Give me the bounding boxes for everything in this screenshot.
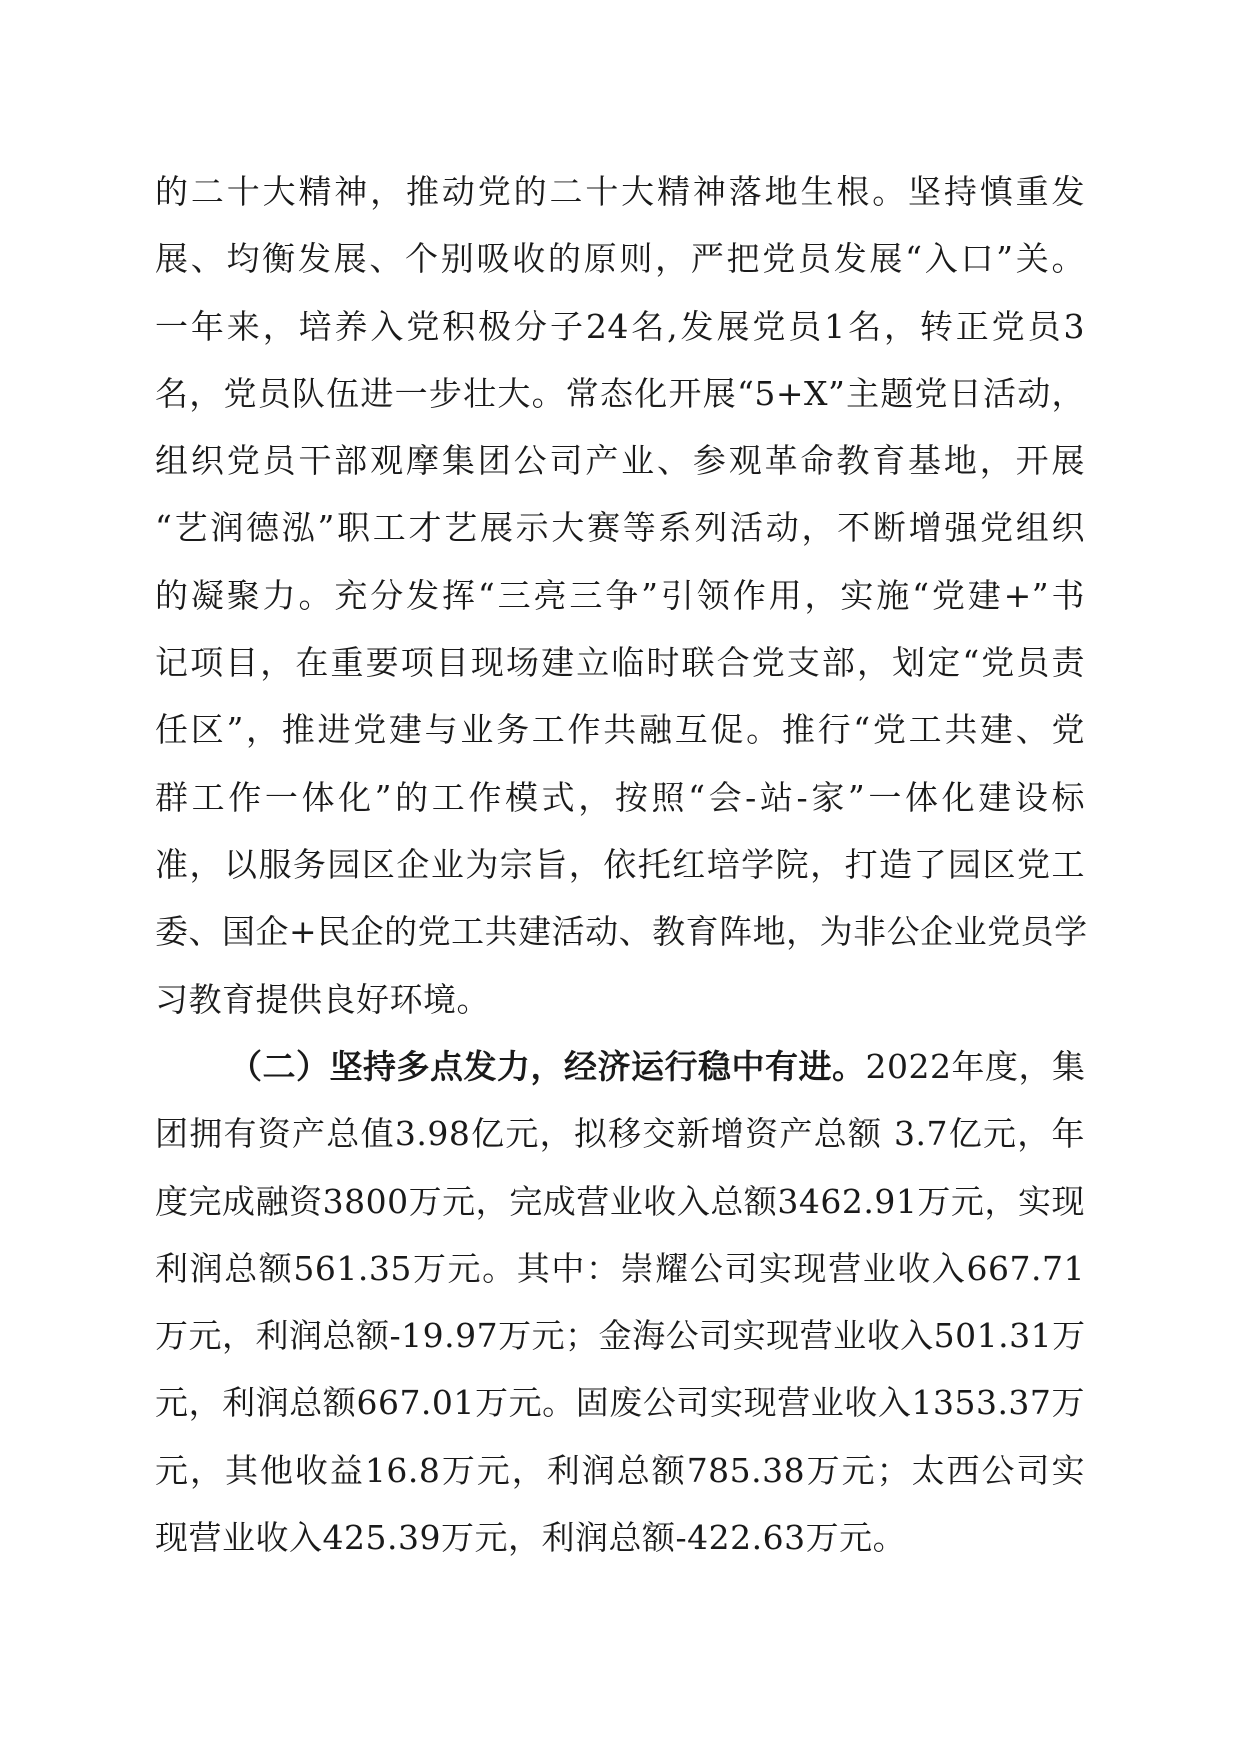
text-line: 群工作一体化”的工作模式，按照“会-站-家”一体化建设标 bbox=[155, 777, 1085, 817]
text-line: 任区”，推进党建与业务工作共融互促。推行“党工共建、党 bbox=[155, 710, 1085, 750]
section-heading: （二）坚持多点发力，经济运行稳中有进。 bbox=[229, 1047, 866, 1086]
text-line: 团拥有资产总值3.98亿元，拟移交新增资产总额 3.7亿元，年 bbox=[155, 1114, 1085, 1154]
text-line: 利润总额561.35万元。其中：崇耀公司实现营业收入667.71 bbox=[155, 1248, 1085, 1288]
text-line: 委、国企+民企的党工共建活动、教育阵地，为非公企业党员学 bbox=[155, 912, 1088, 952]
text-line: 万元，利润总额-19.97万元；金海公司实现营业收入501.31万 bbox=[155, 1316, 1086, 1356]
text-line: 元，其他收益16.8万元，利润总额785.38万元；太西公司实 bbox=[155, 1450, 1085, 1490]
paragraph-first-line bbox=[155, 1033, 1085, 1100]
text-line: 的凝聚力。充分发挥“三亮三争”引领作用，实施“党建+”书 bbox=[155, 575, 1085, 615]
text-line: 名，党员队伍进一步壮大。常态化开展“5+X”主题党日活动， bbox=[155, 373, 1085, 413]
text-line: 度完成融资3800万元，完成营业收入总额3462.91万元，实现 bbox=[155, 1181, 1085, 1221]
text-line: 记项目，在重要项目现场建立临时联合党支部，划定“党员责 bbox=[155, 643, 1085, 683]
paragraph-economic-operation bbox=[155, 1033, 1085, 1571]
text-line: 习教育提供良好环境。 bbox=[155, 979, 490, 1019]
text-line: 准，以服务园区企业为宗旨，依托红培学院，打造了园区党工 bbox=[155, 844, 1085, 884]
text-line: 展、均衡发展、个别吸收的原则，严把党员发展“入口”关。 bbox=[155, 239, 1085, 279]
text-run: 2022年度，集 bbox=[865, 1047, 1086, 1086]
text-line: 元，利润总额667.01万元。固废公司实现营业收入1353.37万 bbox=[155, 1383, 1085, 1423]
text-line: 现营业收入425.39万元，利润总额-422.63万元。 bbox=[155, 1518, 907, 1558]
text-line: 的二十大精神，推动党的二十大精神落地生根。坚持慎重发 bbox=[155, 172, 1085, 211]
paragraph-party-building bbox=[155, 158, 1088, 1033]
text-line: 一年来，培养入党积极分子24名,发展党员1名，转正党员3 bbox=[155, 306, 1085, 346]
text-line: 组织党员干部观摩集团公司产业、参观革命教育基地，开展 bbox=[155, 441, 1085, 481]
text-line: “艺润德泓”职工才艺展示大赛等系列活动，不断增强党组织 bbox=[155, 508, 1085, 548]
